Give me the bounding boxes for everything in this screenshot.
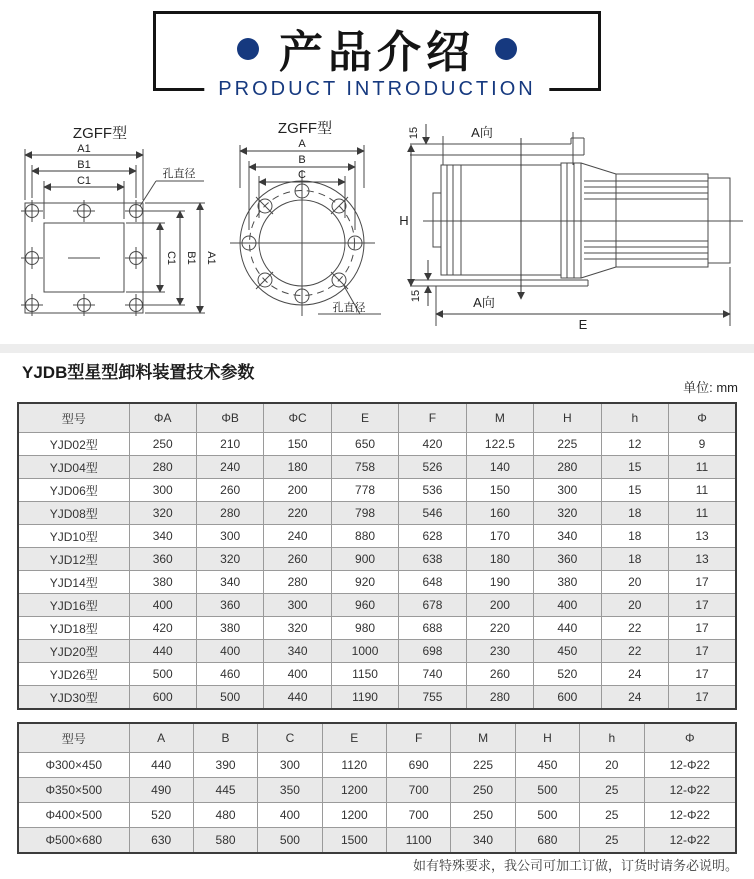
value-cell: 690: [387, 753, 451, 778]
value-cell: 700: [387, 803, 451, 828]
value-cell: 340: [196, 571, 263, 594]
table-row: [18, 548, 736, 571]
value-cell: 1100: [387, 828, 451, 854]
round-flange-title: ZGFF型: [277, 120, 333, 137]
table-row: [18, 502, 736, 525]
value-cell: 200: [264, 479, 331, 502]
value-cell: 11: [669, 479, 737, 502]
model-cell: YJD26型: [18, 663, 129, 686]
model-cell: YJD30型: [18, 686, 129, 710]
column-header: H: [515, 723, 579, 753]
model-cell: YJD12型: [18, 548, 129, 571]
value-cell: 450: [534, 640, 601, 663]
dim-label-b: B: [298, 154, 306, 166]
value-cell: 500: [196, 686, 263, 710]
dim-label-b1-vertical: B1: [185, 251, 197, 265]
value-cell: 180: [466, 548, 533, 571]
column-header: ΦC: [264, 403, 331, 433]
column-header: F: [387, 723, 451, 753]
value-cell: 200: [466, 594, 533, 617]
table-row: [18, 571, 736, 594]
value-cell: 280: [264, 571, 331, 594]
table-row: [18, 433, 736, 456]
value-cell: 798: [331, 502, 398, 525]
value-cell: 400: [196, 640, 263, 663]
value-cell: 24: [601, 663, 668, 686]
value-cell: 20: [601, 594, 668, 617]
table-row: [18, 686, 736, 710]
value-cell: 122.5: [466, 433, 533, 456]
value-cell: 220: [264, 502, 331, 525]
value-cell: 225: [451, 753, 515, 778]
value-cell: 12: [601, 433, 668, 456]
value-cell: 150: [466, 479, 533, 502]
column-header: 型号: [18, 403, 129, 433]
value-cell: 9: [669, 433, 737, 456]
header-row: [18, 403, 736, 433]
dim-label-c1-vertical: C1: [165, 250, 177, 266]
value-cell: 580: [193, 828, 257, 854]
value-cell: 150: [264, 433, 331, 456]
value-cell: 230: [466, 640, 533, 663]
custom-order-note: 如有特殊要求，我公司可加工订做，订货时请务必说明。: [412, 858, 738, 873]
value-cell: 160: [466, 502, 533, 525]
value-cell: 740: [399, 663, 466, 686]
value-cell: 700: [387, 778, 451, 803]
value-cell: 25: [580, 828, 644, 854]
value-cell: 300: [129, 479, 196, 502]
value-cell: 1200: [322, 803, 386, 828]
value-cell: 688: [399, 617, 466, 640]
value-cell: 778: [331, 479, 398, 502]
value-cell: 520: [129, 803, 193, 828]
round-flange-drawing: [225, 118, 410, 346]
dim-label-c: C: [298, 169, 306, 181]
table-row: [18, 617, 736, 640]
value-cell: 500: [129, 663, 196, 686]
model-cell: YJD02型: [18, 433, 129, 456]
value-cell: 460: [196, 663, 263, 686]
value-cell: 22: [601, 640, 668, 663]
value-cell: 1190: [331, 686, 398, 710]
value-cell: 500: [258, 828, 322, 854]
value-cell: 380: [534, 571, 601, 594]
value-cell: 260: [196, 479, 263, 502]
decor-dot-left-icon: [237, 38, 259, 60]
view-a-label-top: A向: [471, 125, 493, 140]
value-cell: 250: [451, 778, 515, 803]
side-view-outline: [410, 132, 743, 326]
value-cell: 180: [264, 456, 331, 479]
model-cell: YJD20型: [18, 640, 129, 663]
value-cell: 220: [466, 617, 533, 640]
value-cell: 920: [331, 571, 398, 594]
table-row: [18, 640, 736, 663]
value-cell: 440: [264, 686, 331, 710]
value-cell: 638: [399, 548, 466, 571]
page-subtitle: PRODUCT INTRODUCTION: [204, 78, 549, 101]
value-cell: 20: [580, 753, 644, 778]
main-spec-table: [17, 402, 737, 710]
value-cell: 500: [515, 778, 579, 803]
value-cell: 360: [129, 548, 196, 571]
column-header: E: [322, 723, 386, 753]
section-divider: [0, 344, 754, 353]
column-header: F: [399, 403, 466, 433]
value-cell: 15: [601, 479, 668, 502]
value-cell: 18: [601, 525, 668, 548]
column-header: M: [466, 403, 533, 433]
value-cell: 320: [196, 548, 263, 571]
flange-spec-table: [17, 722, 737, 854]
header-row: [18, 723, 736, 753]
value-cell: 12-Φ22: [644, 778, 736, 803]
column-header: Φ: [669, 403, 737, 433]
value-cell: 260: [466, 663, 533, 686]
dim-label-e: E: [578, 317, 588, 332]
square-flange-drawing: [5, 118, 220, 346]
value-cell: 480: [193, 803, 257, 828]
side-view-drawing: [398, 118, 754, 346]
value-cell: 340: [264, 640, 331, 663]
value-cell: 260: [264, 548, 331, 571]
value-cell: 440: [129, 753, 193, 778]
column-header: H: [534, 403, 601, 433]
value-cell: 380: [196, 617, 263, 640]
value-cell: 11: [669, 456, 737, 479]
value-cell: 320: [534, 502, 601, 525]
column-header: B: [193, 723, 257, 753]
value-cell: 18: [601, 502, 668, 525]
column-header: 型号: [18, 723, 129, 753]
column-header: h: [601, 403, 668, 433]
column-header: C: [258, 723, 322, 753]
value-cell: 300: [264, 594, 331, 617]
model-cell: YJD10型: [18, 525, 129, 548]
dim-label-b1: B1: [77, 159, 91, 171]
decor-dot-right-icon: [495, 38, 517, 60]
value-cell: 900: [331, 548, 398, 571]
model-cell: YJD06型: [18, 479, 129, 502]
value-cell: 340: [129, 525, 196, 548]
value-cell: 250: [129, 433, 196, 456]
value-cell: 600: [129, 686, 196, 710]
value-cell: 13: [669, 525, 737, 548]
value-cell: 320: [264, 617, 331, 640]
value-cell: 546: [399, 502, 466, 525]
table-row: [18, 828, 736, 854]
value-cell: 628: [399, 525, 466, 548]
hole-diameter-label: 孔直径: [332, 302, 366, 314]
value-cell: 400: [258, 803, 322, 828]
column-header: ΦA: [129, 403, 196, 433]
value-cell: 17: [669, 594, 737, 617]
table-row: [18, 778, 736, 803]
column-header: E: [331, 403, 398, 433]
value-cell: 280: [466, 686, 533, 710]
page-title: 产品介绍: [279, 28, 475, 77]
value-cell: 17: [669, 686, 737, 710]
value-cell: 960: [331, 594, 398, 617]
model-cell: Φ500×680: [18, 828, 129, 854]
value-cell: 280: [196, 502, 263, 525]
value-cell: 360: [534, 548, 601, 571]
value-cell: 250: [451, 803, 515, 828]
value-cell: 11: [669, 502, 737, 525]
hole-diameter-label: 孔直径: [162, 168, 196, 180]
model-cell: YJD16型: [18, 594, 129, 617]
value-cell: 190: [466, 571, 533, 594]
value-cell: 17: [669, 571, 737, 594]
table-row: [18, 456, 736, 479]
value-cell: 340: [534, 525, 601, 548]
value-cell: 1120: [322, 753, 386, 778]
value-cell: 17: [669, 640, 737, 663]
model-cell: Φ400×500: [18, 803, 129, 828]
value-cell: 440: [129, 640, 196, 663]
model-cell: Φ300×450: [18, 753, 129, 778]
value-cell: 210: [196, 433, 263, 456]
value-cell: 18: [601, 548, 668, 571]
value-cell: 12-Φ22: [644, 828, 736, 854]
value-cell: 420: [129, 617, 196, 640]
dim-label-15-top: 15: [408, 126, 420, 140]
value-cell: 648: [399, 571, 466, 594]
value-cell: 280: [129, 456, 196, 479]
value-cell: 758: [331, 456, 398, 479]
value-cell: 1150: [331, 663, 398, 686]
dim-label-a: A: [298, 138, 306, 150]
value-cell: 170: [466, 525, 533, 548]
column-header: ΦB: [196, 403, 263, 433]
value-cell: 880: [331, 525, 398, 548]
value-cell: 300: [258, 753, 322, 778]
value-cell: 680: [515, 828, 579, 854]
value-cell: 240: [264, 525, 331, 548]
column-header: h: [580, 723, 644, 753]
table-row: [18, 479, 736, 502]
value-cell: 25: [580, 803, 644, 828]
table-row: [18, 594, 736, 617]
value-cell: 1500: [322, 828, 386, 854]
value-cell: 420: [399, 433, 466, 456]
view-a-label-bottom: A向: [473, 295, 495, 310]
value-cell: 25: [580, 778, 644, 803]
model-cell: YJD04型: [18, 456, 129, 479]
value-cell: 380: [129, 571, 196, 594]
value-cell: 520: [534, 663, 601, 686]
value-cell: 980: [331, 617, 398, 640]
value-cell: 340: [451, 828, 515, 854]
dim-label-a1-vertical: A1: [205, 251, 217, 265]
value-cell: 225: [534, 433, 601, 456]
technical-drawings: [0, 118, 754, 346]
value-cell: 630: [129, 828, 193, 854]
value-cell: 360: [196, 594, 263, 617]
value-cell: 450: [515, 753, 579, 778]
square-flange-title: ZGFF型: [72, 125, 128, 142]
value-cell: 400: [129, 594, 196, 617]
value-cell: 678: [399, 594, 466, 617]
value-cell: 600: [534, 686, 601, 710]
value-cell: 17: [669, 617, 737, 640]
table-row: [18, 753, 736, 778]
value-cell: 20: [601, 571, 668, 594]
model-cell: YJD08型: [18, 502, 129, 525]
page-header: [153, 11, 601, 100]
value-cell: 536: [399, 479, 466, 502]
value-cell: 650: [331, 433, 398, 456]
value-cell: 350: [258, 778, 322, 803]
dim-label-c1: C1: [76, 175, 92, 187]
value-cell: 12-Φ22: [644, 753, 736, 778]
model-cell: YJD18型: [18, 617, 129, 640]
value-cell: 1000: [331, 640, 398, 663]
value-cell: 300: [534, 479, 601, 502]
value-cell: 440: [534, 617, 601, 640]
value-cell: 500: [515, 803, 579, 828]
value-cell: 390: [193, 753, 257, 778]
value-cell: 22: [601, 617, 668, 640]
value-cell: 698: [399, 640, 466, 663]
value-cell: 300: [196, 525, 263, 548]
dim-label-h: H: [399, 213, 409, 228]
column-header: M: [451, 723, 515, 753]
value-cell: 445: [193, 778, 257, 803]
table-row: [18, 663, 736, 686]
table-row: [18, 525, 736, 548]
value-cell: 490: [129, 778, 193, 803]
value-cell: 755: [399, 686, 466, 710]
value-cell: 320: [129, 502, 196, 525]
value-cell: 400: [534, 594, 601, 617]
table-row: [18, 803, 736, 828]
unit-label: 单位: mm: [683, 380, 738, 395]
column-header: Φ: [644, 723, 736, 753]
section-title: YJDB型星型卸料装置技术参数: [22, 363, 255, 382]
value-cell: 1200: [322, 778, 386, 803]
value-cell: 280: [534, 456, 601, 479]
value-cell: 24: [601, 686, 668, 710]
value-cell: 12-Φ22: [644, 803, 736, 828]
value-cell: 400: [264, 663, 331, 686]
value-cell: 140: [466, 456, 533, 479]
model-cell: YJD14型: [18, 571, 129, 594]
value-cell: 526: [399, 456, 466, 479]
value-cell: 240: [196, 456, 263, 479]
value-cell: 17: [669, 663, 737, 686]
value-cell: 13: [669, 548, 737, 571]
dim-label-15-bottom: 15: [410, 289, 422, 303]
dim-label-a1: A1: [77, 143, 91, 155]
model-cell: Φ350×500: [18, 778, 129, 803]
column-header: A: [129, 723, 193, 753]
value-cell: 15: [601, 456, 668, 479]
